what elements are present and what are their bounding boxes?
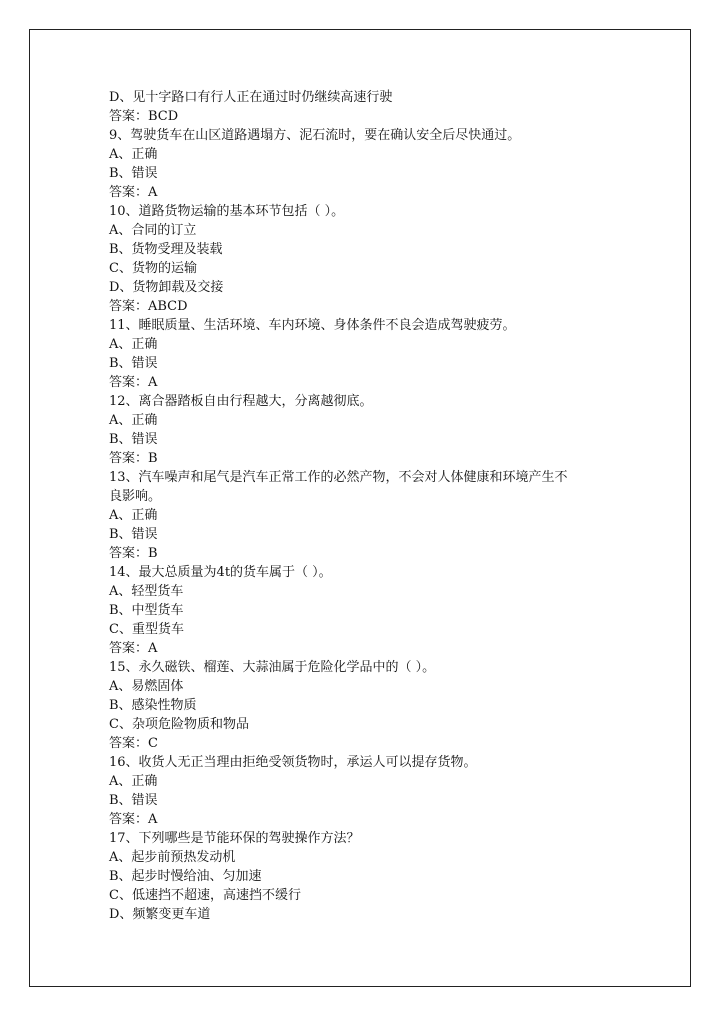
document-text [109, 88, 629, 924]
text-line: 14、最大总质量为4t的货车属于（ ）。 [109, 565, 332, 580]
text-line: D、货物卸载及交接 [109, 280, 224, 295]
text-line: B、错误 [109, 356, 158, 371]
text-line: D、频繁变更车道 [109, 907, 211, 922]
text-line: 15、永久磁铁、榴莲、大蒜油属于危险化学品中的（ ）。 [109, 660, 436, 675]
text-line: 答案：B [109, 451, 158, 466]
text-line: A、起步前预热发动机 [109, 850, 236, 865]
text-line: B、错误 [109, 527, 158, 542]
text-line: A、正确 [109, 508, 158, 523]
text-line: B、货物受理及装载 [109, 242, 223, 257]
text-line: C、货物的运输 [109, 261, 197, 276]
text-line: A、正确 [109, 337, 158, 352]
text-line: 11、睡眠质量、生活环境、车内环境、身体条件不良会造成驾驶疲劳。 [109, 318, 516, 333]
text-line: B、中型货车 [109, 603, 184, 618]
text-line: D、见十字路口有行人正在通过时仍继续高速行驶 [109, 90, 393, 105]
text-line: 答案：ABCD [109, 299, 188, 314]
text-line: B、起步时慢给油、匀加速 [109, 869, 262, 884]
text-line: 13、汽车噪声和尾气是汽车正常工作的必然产物，不会对人体健康和环境产生不 [109, 470, 568, 485]
text-line: 答案：A [109, 812, 158, 827]
text-line: 答案：A [109, 185, 158, 200]
text-line: 12、离合器踏板自由行程越大，分离越彻底。 [109, 394, 373, 409]
text-line: A、正确 [109, 413, 158, 428]
text-line: 答案：B [109, 546, 158, 561]
text-line: A、正确 [109, 147, 158, 162]
text-line: A、合同的订立 [109, 223, 197, 238]
text-line: A、正确 [109, 774, 158, 789]
text-line: 16、收货人无正当理由拒绝受领货物时，承运人可以提存货物。 [109, 755, 477, 770]
text-line: B、感染性物质 [109, 698, 197, 713]
text-line: C、低速挡不超速，高速挡不缓行 [109, 888, 301, 903]
text-line: B、错误 [109, 432, 158, 447]
text-line: 答案：A [109, 641, 158, 656]
text-line: 17、下列哪些是节能环保的驾驶操作方法？ [109, 831, 360, 846]
text-line: 9、驾驶货车在山区道路遇塌方、泥石流时，要在确认安全后尽快通过。 [109, 128, 521, 143]
text-line: A、轻型货车 [109, 584, 184, 599]
text-line: 答案：BCD [109, 109, 179, 124]
text-line: 答案：A [109, 375, 158, 390]
text-line: 良影响。 [109, 489, 162, 504]
text-line: 答案：C [109, 736, 158, 751]
text-line: 10、道路货物运输的基本环节包括（ ）。 [109, 204, 345, 219]
text-line: B、错误 [109, 166, 158, 181]
text-line: C、重型货车 [109, 622, 184, 637]
text-line: C、杂项危险物质和物品 [109, 717, 249, 732]
text-line: A、易燃固体 [109, 679, 184, 694]
text-line: B、错误 [109, 793, 158, 808]
